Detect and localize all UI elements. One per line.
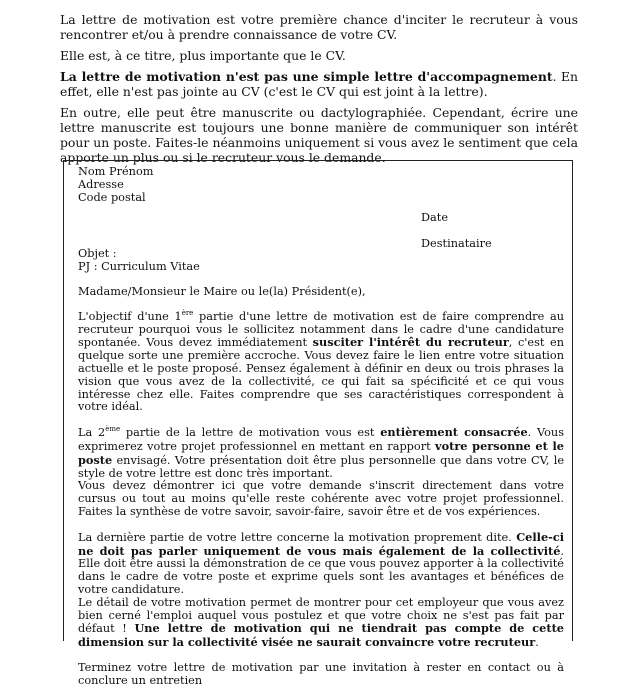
p2-text-b: partie de la lettre de motivation vous est: [120, 426, 381, 440]
p1-bold: susciter l'intérêt du recruteur: [312, 335, 509, 350]
p2-bold-1: entièrement consacrée: [380, 425, 528, 440]
sender-name: Nom Prénom: [78, 165, 154, 178]
p1-text-b: partie d'une lettre de motivation est de faire comprendre au recruteur pourquoi vous le sollicitez notamment dans le cadre d'une candidature spontanée. Vous devez immédiatement: [78, 309, 564, 350]
letter-paragraph-2: [78, 426, 564, 480]
intro-paragraph-4: En outre, elle peut être manuscrite ou dactylographiée. Cependant, écrire une lettre manuscrite est toujours une bonne manière de communiquer son intérêt pour un poste. Faites-le néanmoins uniquement si vous avez le sentiment que cela apporte un plus ou si le recruteur vous le demande.: [60, 105, 578, 165]
p2-text-d: envisagé. Votre présentation doit être plus personnelle que dans votre CV, le style de votre lettre est donc très important.: [78, 453, 564, 480]
intro-paragraph-2: Elle est, à ce titre, plus importante que le CV.: [60, 48, 346, 63]
p2-text-a: La 2: [78, 426, 106, 440]
p3-text-d: .: [535, 636, 539, 650]
intro-section: [60, 0, 578, 171]
p2-bold-2: votre personne et le poste: [78, 438, 564, 467]
intro-bold-statement: La lettre de motivation n'est pas une simple lettre d'accompagnement: [60, 69, 553, 84]
sender-address: Adresse: [78, 177, 124, 191]
letter-paragraph-3: [78, 531, 564, 597]
p2-sup: ème: [105, 425, 121, 434]
sender-postal-code: Code postal: [78, 190, 146, 204]
letter-paragraph-3b: [78, 597, 564, 650]
p3-bold-1: Celle-ci ne doit pas parler uniquement de vous mais également de la collectivité: [78, 529, 564, 558]
intro-paragraph-3-rest: . En effet, elle n'est pas jointe au CV (c'est le CV qui est joint à la lettre).: [60, 69, 579, 99]
letter-paragraph-4: Terminez votre lettre de motivation par une invitation à rester en contact ou à conclure un entretien: [78, 660, 564, 687]
letter-attachment: PJ : Curriculum Vitae: [78, 260, 200, 274]
intro-paragraph-3: [60, 69, 578, 99]
intro-paragraph-1: La lettre de motivation est votre première chance d'inciter le recruteur à vous rencontrer et/ou à prendre connaissance de votre CV.: [60, 12, 578, 42]
letter-template-box: [63, 160, 573, 687]
p3-bold-2: Une lettre de motivation qui ne tiendrait pas compte de cette dimension sur la collectivité visée ne saurait convaincre votre recruteur: [78, 621, 564, 650]
letter-paragraph-1: [78, 311, 564, 414]
p1-text-c: , c'est en quelque sorte une première accroche. Vous devez faire le lien entre votre situation actuelle et le poste proposé. Pensez également à définir en deux ou trois phrases la vision que vous avez de la collectivité, ce qui fait sa spécificité et ce qui vous intéresse chez elle. Faites comprendre que ses caractéristiques correspondent à votre idéal.: [78, 336, 564, 414]
letter-paragraph-2b: Vous devez démontrer ici que votre demande s'inscrit directement dans votre cursus ou tout au moins qu'elle reste cohérente avec votre projet professionnel. Faites la synthèse de votre savoir, savoir-faire, savoir être et de vos expériences.: [78, 479, 564, 518]
letter-salutation: Madame/Monsieur le Maire ou le(la) Président(e),: [78, 284, 366, 298]
p1-sup: ère: [181, 309, 194, 318]
letter-date: Date: [421, 211, 449, 224]
p1-text-a: L'objectif d'une 1: [78, 309, 182, 323]
p3-text-c: Le détail de votre motivation permet de montrer pour cet employeur que vous avez bien cerné l'emploi auquel vous postulez et que votre choix ne s'est pas fait par défaut !: [78, 595, 564, 636]
letter-recipient: Destinataire: [421, 237, 492, 250]
p2-text-c: . Vous exprimerez votre projet professionnel en mettant en rapport: [78, 426, 564, 453]
letter-object: Objet :: [78, 247, 117, 261]
p3-text-b: . Elle doit être aussi la démonstration de ce que vous pouvez apporter à la collectivité dans le cadre de votre poste et exprime quels sont les avantages et bénéfices de votre candidature.: [78, 544, 564, 596]
letter-body: [78, 166, 564, 688]
p3-text-a: La dernière partie de votre lettre concerne la motivation proprement dite.: [78, 530, 517, 544]
